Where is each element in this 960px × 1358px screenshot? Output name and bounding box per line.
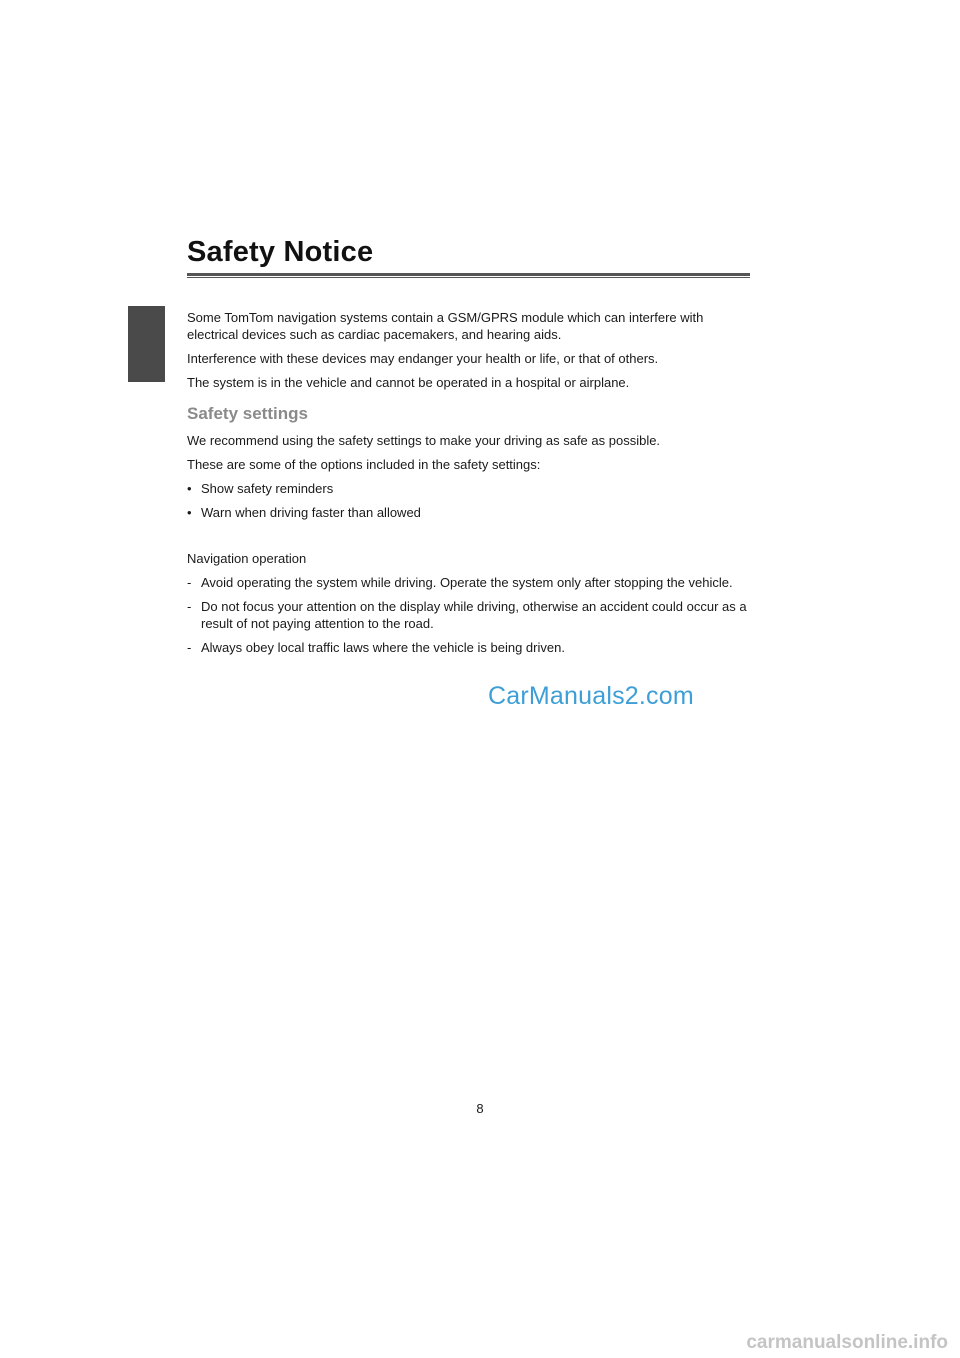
bullet-icon: • [187, 481, 192, 496]
list-item-text: Warn when driving faster than allowed [201, 505, 421, 520]
bullet-icon: • [187, 505, 192, 520]
list-item-text: Avoid operating the system while driving. Operate the system only after stopping the vehicle. [201, 575, 733, 590]
intro-paragraph: Interference with these devices may endanger your health or life, or that of others. [187, 351, 659, 366]
list-item [187, 639, 752, 656]
list-item [187, 480, 752, 497]
safety-paragraph: These are some of the options included in the safety settings: [187, 457, 541, 472]
safety-options-list [187, 480, 752, 521]
footer-watermark: carmanualsonline.info [746, 1332, 948, 1353]
main-content [187, 309, 752, 663]
section-label-navigation-operation: Navigation operation [187, 551, 307, 566]
list-item-text: Always obey local traffic laws where the vehicle is being driven. [201, 640, 565, 655]
intro-paragraph: The system is in the vehicle and cannot be operated in a hospital or airplane. [187, 375, 630, 390]
list-item-text: Do not focus your attention on the display while driving, otherwise an accident could occur as a result of not paying attention to the road. [201, 599, 747, 631]
navigation-operation-list [187, 574, 752, 656]
dash-icon: - [187, 599, 192, 614]
title-divider [187, 273, 750, 278]
page-number: 8 [476, 1101, 484, 1116]
safety-paragraph: We recommend using the safety settings to make your driving as safe as possible. [187, 433, 661, 448]
list-item-text: Show safety reminders [201, 481, 334, 496]
intro-paragraph: Some TomTom navigation systems contain a GSM/GPRS module which can interfere with electrical devices such as cardiac pacemakers, and hearing aids. [187, 310, 704, 342]
chapter-tab-marker [128, 306, 165, 382]
section-heading-safety-settings: Safety settings [187, 404, 308, 423]
dash-icon: - [187, 640, 192, 655]
list-item [187, 598, 752, 632]
list-item [187, 574, 752, 591]
watermark: CarManuals2.com [488, 682, 694, 710]
spacer [187, 528, 752, 550]
dash-icon: - [187, 575, 192, 590]
list-item [187, 504, 752, 521]
page-title: Safety Notice [187, 236, 374, 268]
